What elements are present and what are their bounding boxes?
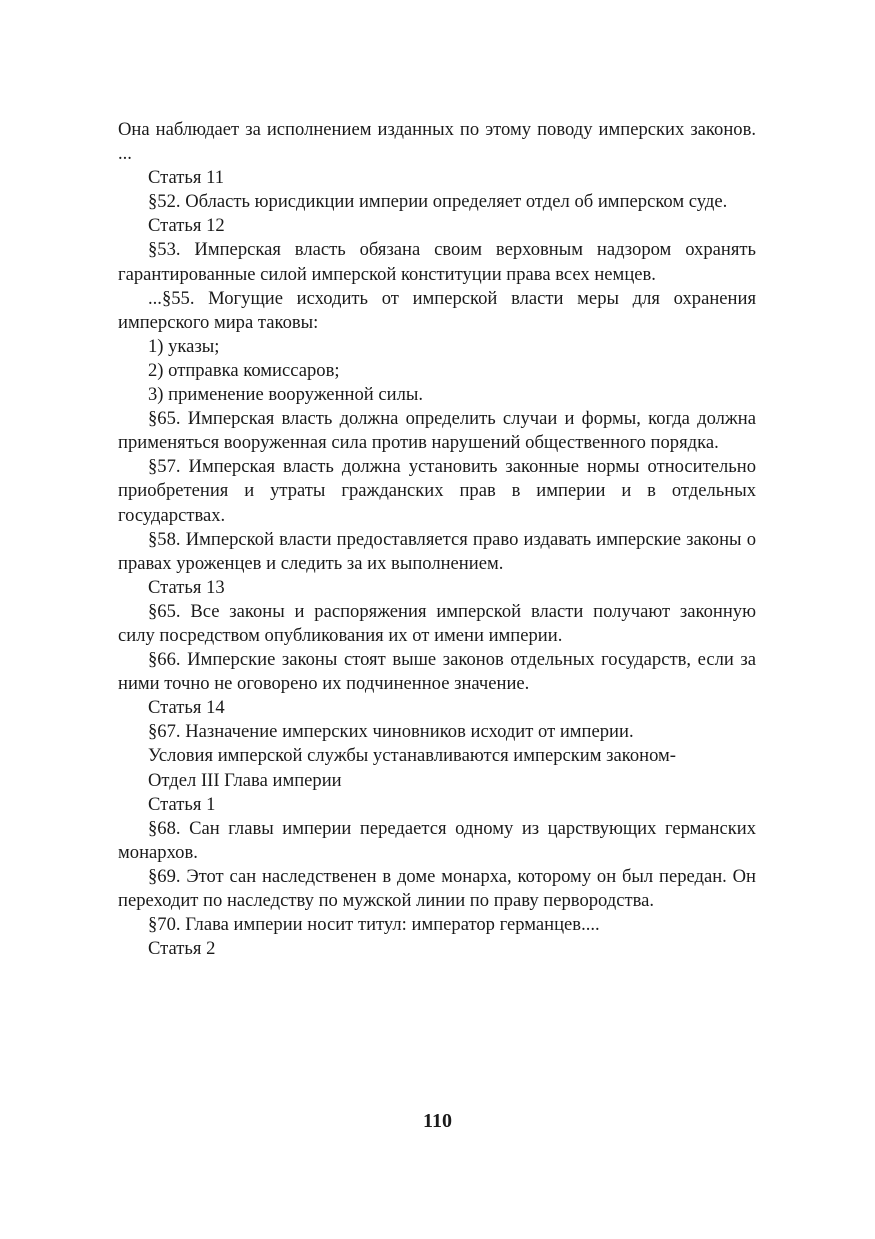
body-text — [118, 118, 756, 961]
paragraph-52: §52. Область юрисдикции империи определяет отдел об имперском суде. — [148, 191, 728, 213]
paragraph-57: §57. Имперская власть должна установить законные нормы относительно приобретения и утраты гражданских прав в империи и в отдельных государствах. — [118, 456, 756, 526]
paragraph-65-b: §65. Все законы и распоряжения имперской власти получают законную силу посредством опубликования их от имени империи. — [118, 600, 756, 646]
paragraph-intro: Она наблюдает за исполнением изданных по этому поводу имперских законов. ... — [118, 119, 756, 165]
page-number: 110 — [423, 1110, 452, 1132]
paragraph-68: §68. Сан главы империи передается одному из царствующих германских монархов. — [118, 817, 756, 863]
list-item-2: 2) отправка комиссаров; — [148, 359, 340, 381]
paragraph-66: §66. Имперские законы стоят выше законов отдельных государств, если за ними точно не оговорено их подчиненное значение. — [118, 649, 756, 695]
article-heading-13: Статья 13 — [148, 576, 225, 598]
paragraph-53: §53. Имперская власть обязана своим верховным надзором охранять гарантированные силой имперской конституции права всех немцев. — [118, 239, 756, 285]
paragraph-70: §70. Глава империи носит титул: император германцев.... — [148, 914, 600, 936]
paragraph-service-conditions: Условия имперской службы устанавливаются имперским законом- — [148, 745, 676, 767]
list-item-3: 3) применение вооруженной силы. — [148, 384, 423, 406]
article-heading-1: Статья 1 — [148, 793, 216, 815]
article-heading-11: Статья 11 — [148, 167, 224, 189]
paragraph-55: ...§55. Могущие исходить от имперской власти меры для охранения имперского мира таковы: — [118, 287, 756, 333]
section-heading-III: Отдел III Глава империи — [148, 769, 342, 791]
paragraph-67: §67. Назначение имперских чиновников исходит от империи. — [148, 721, 634, 743]
paragraph-58: §58. Имперской власти предоставляется право издавать имперские законы о правах уроженцев и следить за их выполнением. — [118, 528, 756, 574]
list-item-1: 1) указы; — [148, 335, 220, 357]
article-heading-2: Статья 2 — [148, 938, 216, 960]
paragraph-69: §69. Этот сан наследственен в доме монарха, которому он был передан. Он переходит по наследству по мужской линии по праву первородства. — [118, 865, 756, 911]
article-heading-14: Статья 14 — [148, 697, 225, 719]
paragraph-65-a: §65. Имперская власть должна определить случаи и формы, когда должна применяться вооруженная сила против нарушений общественного порядка. — [118, 408, 756, 454]
article-heading-12: Статья 12 — [148, 215, 225, 237]
